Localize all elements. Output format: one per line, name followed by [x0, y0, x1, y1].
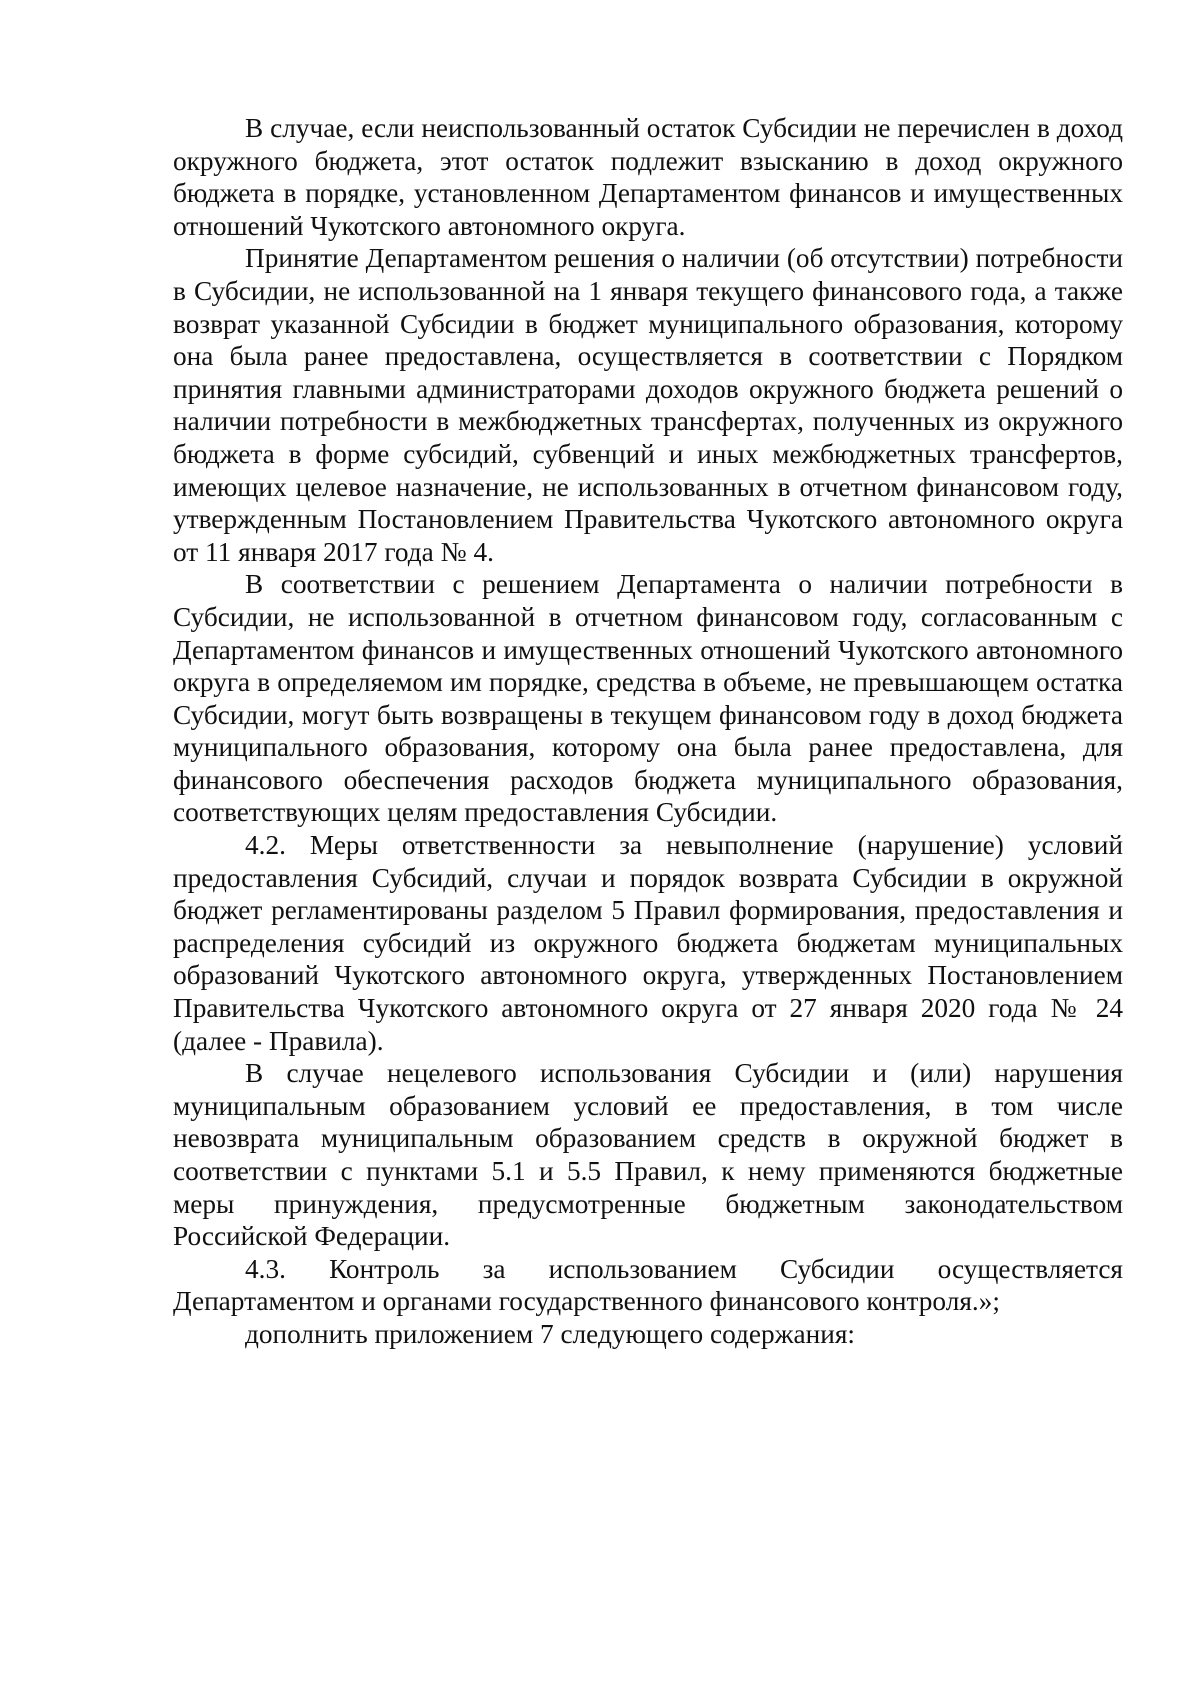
- paragraph-section-4-3: 4.3. Контроль за использованием Субсидии осуществляется Департаментом и органами государственного финансового контроля.»;: [173, 1253, 1123, 1317]
- paragraph-department-decision: Принятие Департаментом решения о наличии (об отсутствии) потребности в Субсидии, не использованной на 1 января текущего финансового года, а также возврат указанной Субсидии в бюджет муниципального образования, которому она была ранее предоставлена, осуществляется в соответствии с Порядком принятия главными администраторами доходов окружного бюджета решений о наличии потребности в межбюджетных трансфертах, полученных из окружного бюджета в форме субсидий, субвенций и иных межбюджетных трансфертов, имеющих целевое назначение, не использованных в отчетном финансовом году, утвержденным Постановлением Правительства Чукотского автономного округа от 11 января 2017 года № 4.: [173, 243, 1123, 567]
- paragraph-misuse-measures: В случае нецелевого использования Субсидии и (или) нарушения муниципальным образованием условий ее предоставления, в том числе невозврата муниципальным образованием средств в окружной бюджет в соответствии с пунктами 5.1 и 5.5 Правил, к нему применяются бюджетные меры принуждения, предусмотренные бюджетным законодательством Российской Федерации.: [173, 1058, 1123, 1252]
- paragraph-unused-subsidy-recovery: В случае, если неиспользованный остаток Субсидии не перечислен в доход окружного бюджета, этот остаток подлежит взысканию в доход окружного бюджета в порядке, установленном Департаментом финансов и имущественных отношений Чукотского автономного округа.: [173, 113, 1123, 241]
- paragraph-section-4-2: 4.2. Меры ответственности за невыполнение (нарушение) условий предоставления Субсидий, случаи и порядок возврата Субсидии в окружной бюджет регламентированы разделом 5 Правил формирования, предоставления и распределения субсидий из окружного бюджета бюджетам муниципальных образований Чукотского автономного округа, утвержденных Постановлением Правительства Чукотского автономного округа от 27 января 2020 года № 24 (далее - Правила).: [173, 830, 1123, 1056]
- paragraph-return-of-funds: В соответствии с решением Департамента о наличии потребности в Субсидии, не использованной в отчетном финансовом году, согласованным с Департаментом финансов и имущественных отношений Чукотского автономного округа в определяемом им порядке, средства в объеме, не превышающем остатка Субсидии, могут быть возвращены в текущем финансовом году в доход бюджета муниципального образования, которому она была ранее предоставлена, для финансового обеспечения расходов бюджета муниципального образования, соответствующих целям предоставления Субсидии.: [173, 569, 1123, 828]
- paragraph-appendix-7: дополнить приложением 7 следующего содержания:: [245, 1318, 855, 1349]
- document-page: [173, 112, 1123, 1351]
